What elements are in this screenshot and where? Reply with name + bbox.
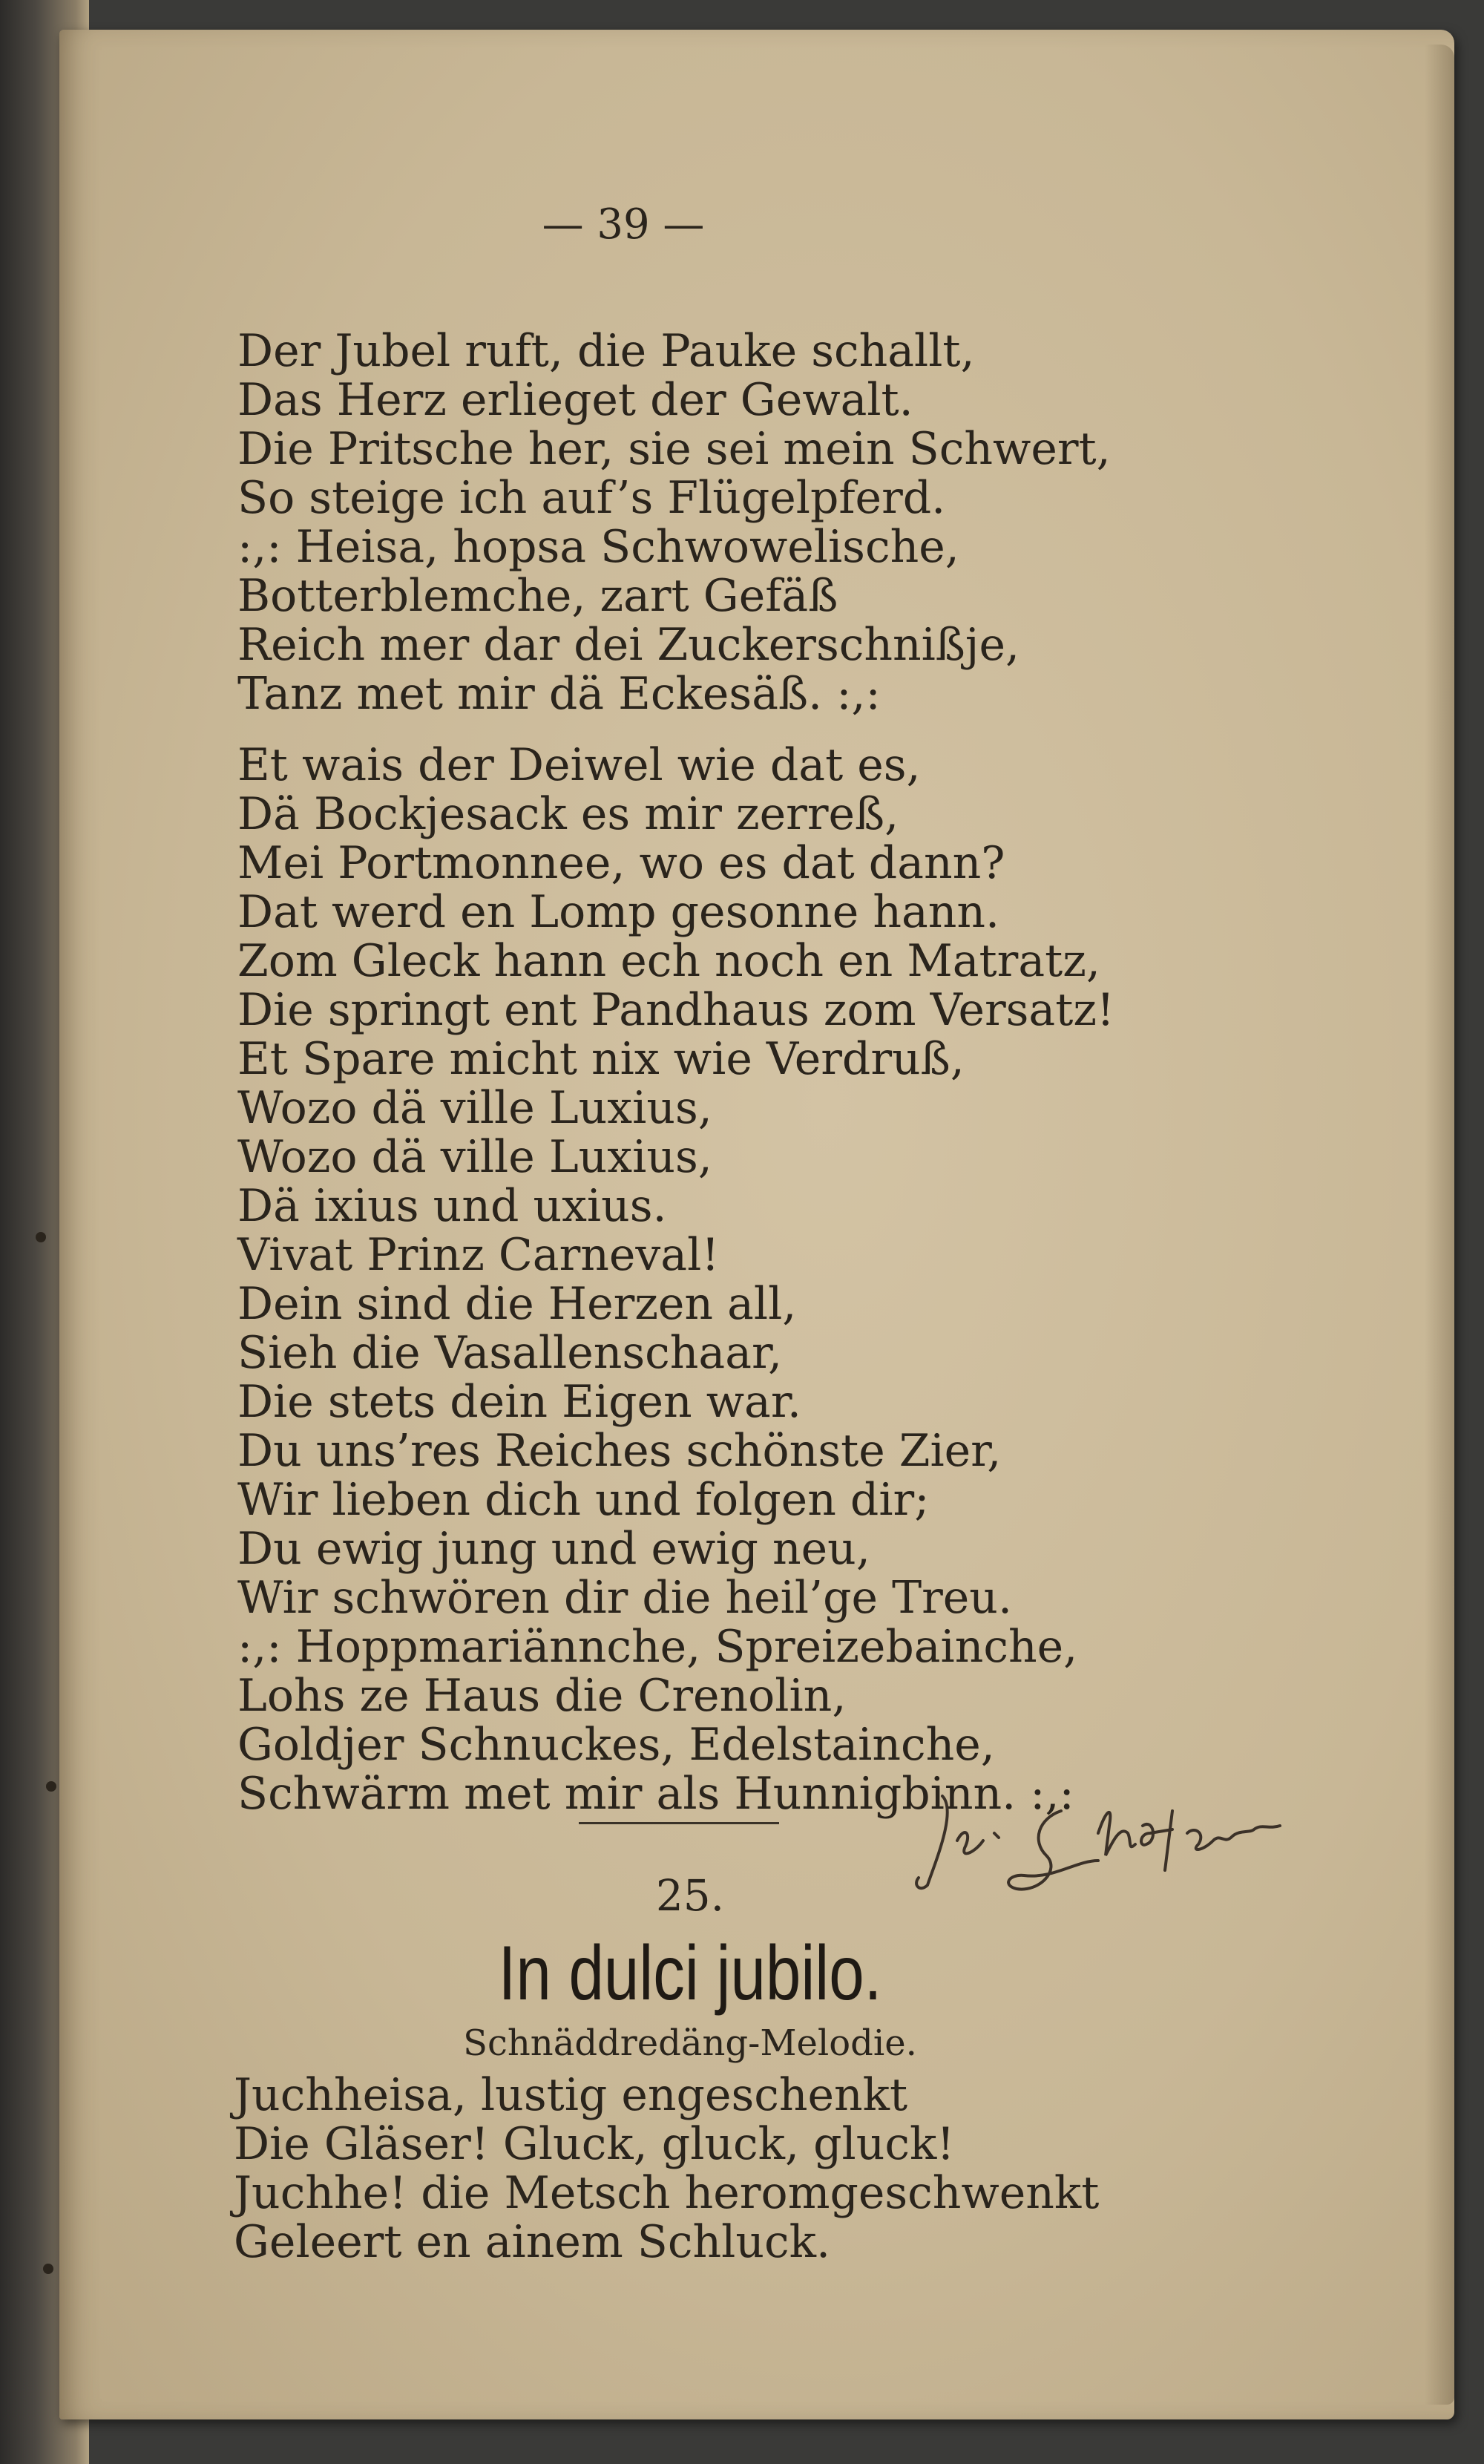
- verse-line: Wir schwören dir die heil’ge Treu.: [237, 1572, 1013, 1624]
- verse-line: Die springt ent Pandhaus zom Versatz!: [237, 984, 1115, 1036]
- verse-line: So steige ich auf’s Flügelpferd.: [237, 472, 946, 524]
- verse-line: Das Herz erlieget der Gewalt.: [237, 374, 913, 426]
- verse-2: [237, 741, 1114, 1818]
- page-number: — 39 —: [542, 200, 705, 249]
- margin-mark: [43, 2264, 53, 2274]
- verse-line: Dein sind die Herzen all,: [237, 1278, 797, 1330]
- verse-line: Du ewig jung und ewig neu,: [237, 1523, 870, 1575]
- verse-line: Dä Bockjesack es mir zerreß,: [237, 788, 899, 840]
- verse-line: Botterblemche, zart Gefäß: [237, 570, 838, 622]
- song-title: In dulci jubilo.: [498, 1930, 882, 2016]
- verse-line: Dä ixius und uxius.: [237, 1180, 667, 1232]
- verse-line: Geleert en ainem Schluck.: [234, 2216, 831, 2268]
- verse-line: Et Spare micht nix wie Verdruß,: [237, 1033, 965, 1085]
- verse-line: Schwärm met mir als Hunnigbinn. :,:: [237, 1768, 1074, 1820]
- verse-3: [234, 2071, 1099, 2267]
- melody-subtitle: Schnäddredäng-Melodie.: [463, 2022, 917, 2064]
- verse-line: Zom Gleck hann ech noch en Matratz,: [237, 935, 1100, 987]
- verse-line: Wozo dä ville Luxius,: [237, 1131, 712, 1183]
- margin-mark: [36, 1232, 46, 1242]
- verse-line: :,: Heisa, hopsa Schwowelische,: [237, 521, 959, 573]
- verse-line: Die Pritsche her, sie sei mein Schwert,: [237, 423, 1111, 475]
- verse-line: Wir lieben dich und folgen dir;: [237, 1474, 930, 1526]
- section-divider: [579, 1822, 779, 1824]
- verse-line: Wozo dä ville Luxius,: [237, 1082, 712, 1134]
- verse-line: Juchheisa, lustig engeschenkt: [234, 2069, 908, 2121]
- verse-line: Juchhe! die Metsch heromgeschwenkt: [234, 2167, 1100, 2219]
- verse-line: Du uns’res Reiches schönste Zier,: [237, 1425, 1002, 1477]
- handwritten-signature: [913, 1781, 1328, 1900]
- verse-line: Der Jubel ruft, die Pauke schallt,: [237, 325, 975, 377]
- song-number: 25.: [655, 1870, 725, 1921]
- verse-line: :,: Hoppmariännche, Spreizebainche,: [237, 1621, 1078, 1673]
- verse-line: Reich mer dar dei Zuckerschnißje,: [237, 619, 1020, 671]
- verse-line: Goldjer Schnuckes, Edelstainche,: [237, 1719, 995, 1771]
- verse-line: Die Gläser! Gluck, gluck, gluck!: [234, 2118, 955, 2170]
- verse-line: Tanz met mir dä Eckesäß. :,:: [237, 668, 881, 720]
- verse-line: Dat werd en Lomp gesonne hann.: [237, 886, 1000, 938]
- page-edge-shadow: [1425, 45, 1454, 2405]
- verse-line: Vivat Prinz Carneval!: [237, 1229, 720, 1281]
- verse-line: Et wais der Deiwel wie dat es,: [237, 739, 921, 791]
- verse-line: Sieh die Vasallenschaar,: [237, 1327, 783, 1379]
- verse-line: Lohs ze Haus die Crenolin,: [237, 1670, 847, 1722]
- margin-mark: [46, 1781, 56, 1792]
- verse-1: [237, 327, 1111, 718]
- verse-line: Mei Portmonnee, wo es dat dann?: [237, 837, 1005, 889]
- verse-line: Die stets dein Eigen war.: [237, 1376, 801, 1428]
